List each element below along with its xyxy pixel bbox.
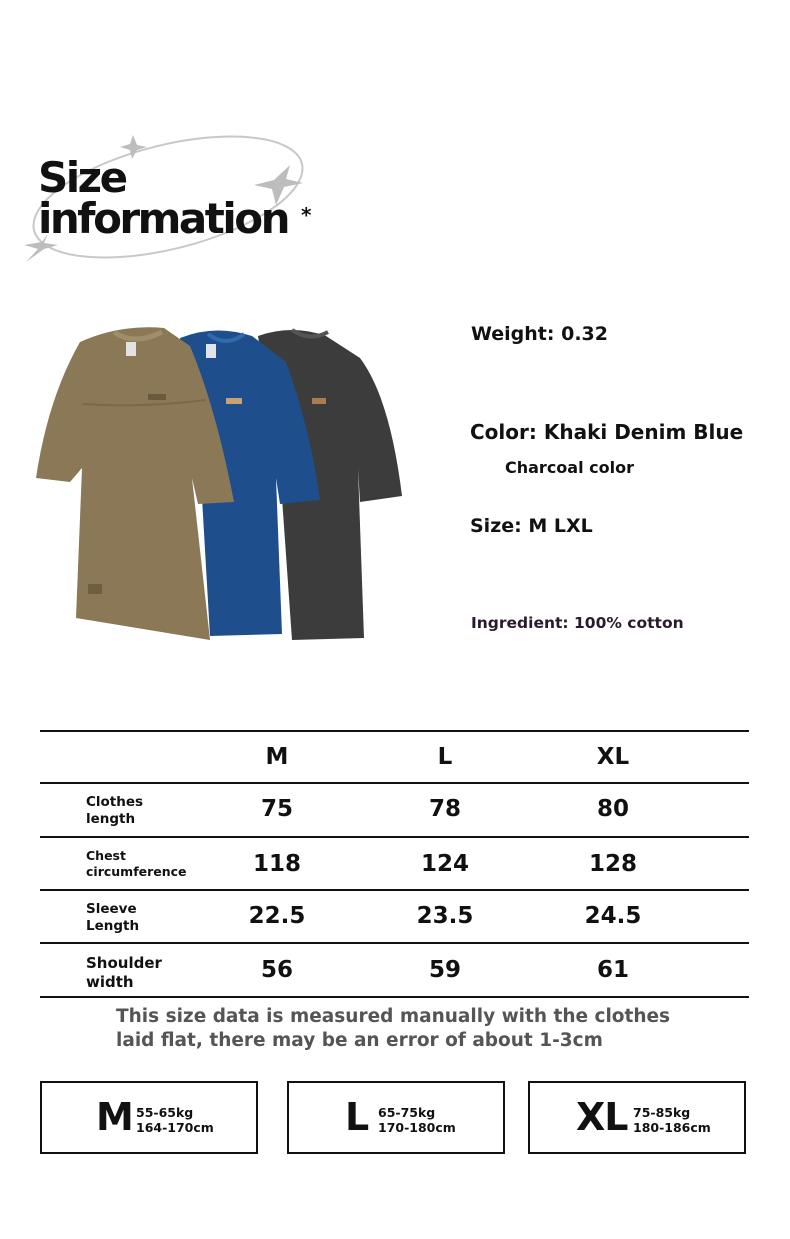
size-info: Size: M LXL [470,515,593,537]
column-header-xl: XL [596,744,630,770]
title-line-1: Size [38,153,126,202]
table-cell: 78 [428,796,461,822]
table-cell: 22.5 [248,903,306,929]
table-cell: 23.5 [416,903,474,929]
table-cell: 124 [420,851,469,877]
size-card-xl [528,1081,746,1154]
row-label: Clothes length [86,794,144,827]
size-card-letter: L [345,1095,369,1139]
table-cell: 24.5 [584,903,642,929]
table-cell: 75 [260,796,293,822]
row-label: Shoulder width [86,954,162,991]
table-cell: 80 [596,796,629,822]
ingredient-info: Ingredient: 100% cotton [471,614,684,632]
color-info: Color: Khaki Denim Blue [470,420,744,444]
table-cell: 61 [596,957,629,983]
measurement-note: This size data is measured manually with the clothes laid flat, there may be an error of about 1-3cm [116,1006,671,1051]
row-label: Chest circumference [86,848,187,879]
size-card-m [40,1081,258,1154]
size-card-spec: 55-65kg 164-170cm [136,1105,214,1135]
weight-info: Weight: 0.32 [471,323,608,345]
table-cell: 128 [588,851,637,877]
table-cell: 56 [260,957,293,983]
table-divider [40,836,749,838]
color-info-extra: Charcoal color [505,458,634,477]
size-card-spec: 75-85kg 180-186cm [633,1105,711,1135]
column-header-l: L [437,744,453,770]
size-table [40,730,749,998]
asterisk-mark: * [301,203,312,227]
size-card-letter: XL [576,1095,628,1139]
size-card-letter: M [96,1095,133,1139]
row-label: Sleeve Length [86,901,140,934]
title-line-2: information [38,194,288,243]
column-header-m: M [265,744,289,770]
table-divider [40,730,749,732]
size-card-spec: 65-75kg 170-180cm [378,1105,456,1135]
table-divider [40,942,749,944]
table-divider [40,782,749,784]
table-cell: 118 [252,851,301,877]
size-card-l [287,1081,505,1154]
table-cell: 59 [428,957,461,983]
tshirt-product-image [30,318,410,646]
table-divider [40,889,749,891]
table-divider [40,996,749,998]
size-information-heading [18,125,338,275]
